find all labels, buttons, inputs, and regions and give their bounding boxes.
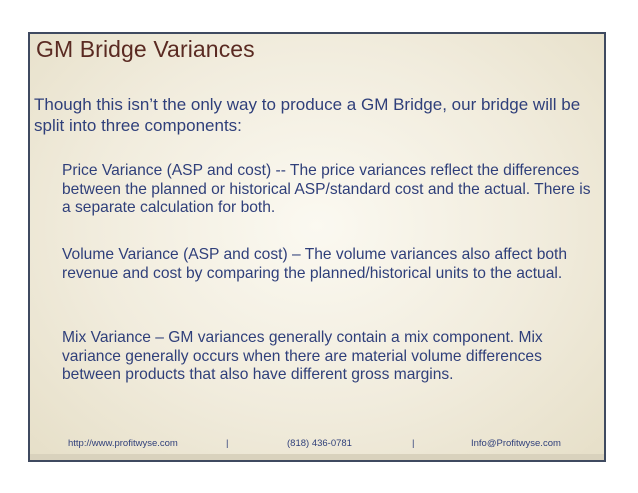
footer-email-link[interactable]: Info@Profitwyse.com xyxy=(471,438,561,449)
slide-title: GM Bridge Variances xyxy=(36,36,255,62)
footer-separator: | xyxy=(226,438,229,449)
footer-url-link[interactable]: http://www.profitwyse.com xyxy=(68,438,178,449)
footer-separator: | xyxy=(412,438,415,449)
mix-variance-bullet: Mix Variance – GM variances generally contain a mix component. Mix variance generally occurs when there are material volume differences between products that also have different gross margins. xyxy=(62,329,543,383)
footer-phone: (818) 436-0781 xyxy=(287,438,352,449)
intro-paragraph: Though this isn’t the only way to produce a GM Bridge, our bridge will be split into three components: xyxy=(34,95,581,135)
price-variance-bullet: Price Variance (ASP and cost) -- The price variances reflect the differences between the planned or historical ASP/standard cost and the actual. There is a separate calculation for both. xyxy=(62,162,591,216)
slide-footer xyxy=(0,438,638,452)
volume-variance-bullet: Volume Variance (ASP and cost) – The volume variances also affect both revenue and cost by comparing the planned/historical units to the actual. xyxy=(62,246,568,282)
